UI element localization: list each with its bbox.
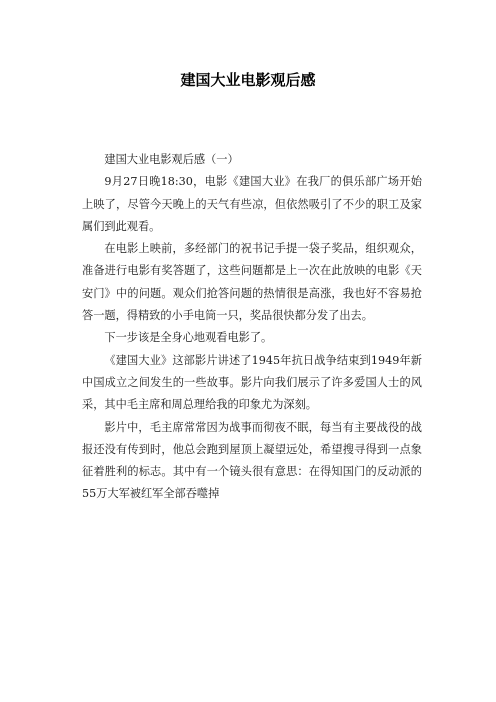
document-title: 建国大业电影观后感 xyxy=(180,71,316,89)
paragraph: 《建国大业》这部影片讲述了1945年抗日战争结束到1949年新中国成立之间发生的一些故事。影片向我们展示了许多爱国人士的风采，其中毛主席和周总理给我的印象尤为深刻。 xyxy=(82,353,422,412)
paragraph: 下一步该是全身心地观看电影了。 xyxy=(104,331,273,345)
paragraph-heading: 建国大业电影观后感（一） xyxy=(104,153,239,166)
paragraph: 在电影上映前，多经部门的祝书记手提一袋子奖品，组织观众，准备进行电影有奖答题了，这些问题都是上一次在此放映的电影《天安门》中的问题。观众们抢答问题的热情很是高涨，我也好不容易抢答一题，得精致的小手电筒一只，奖品很快都分发了出去。 xyxy=(82,242,422,323)
paragraph: 9月27日晚18:30，电影《建国大业》在我厂的俱乐部广场开始上映了，尽管今天晚上的天气有些凉，但依然吸引了不少的职工及家属们到此观看。 xyxy=(82,175,422,233)
paragraph: 影片中，毛主席常常因为战事而彻夜不眠，每当有主要战役的战报还没有传到时，他总会跑到屋顶上凝望远处，希望搜寻得到一点象征着胜利的标志。其中有一个镜头很有意思：在得知国门的反动派的55万大军被红军全部吞噬掉 xyxy=(82,420,422,501)
document-body xyxy=(82,149,422,506)
